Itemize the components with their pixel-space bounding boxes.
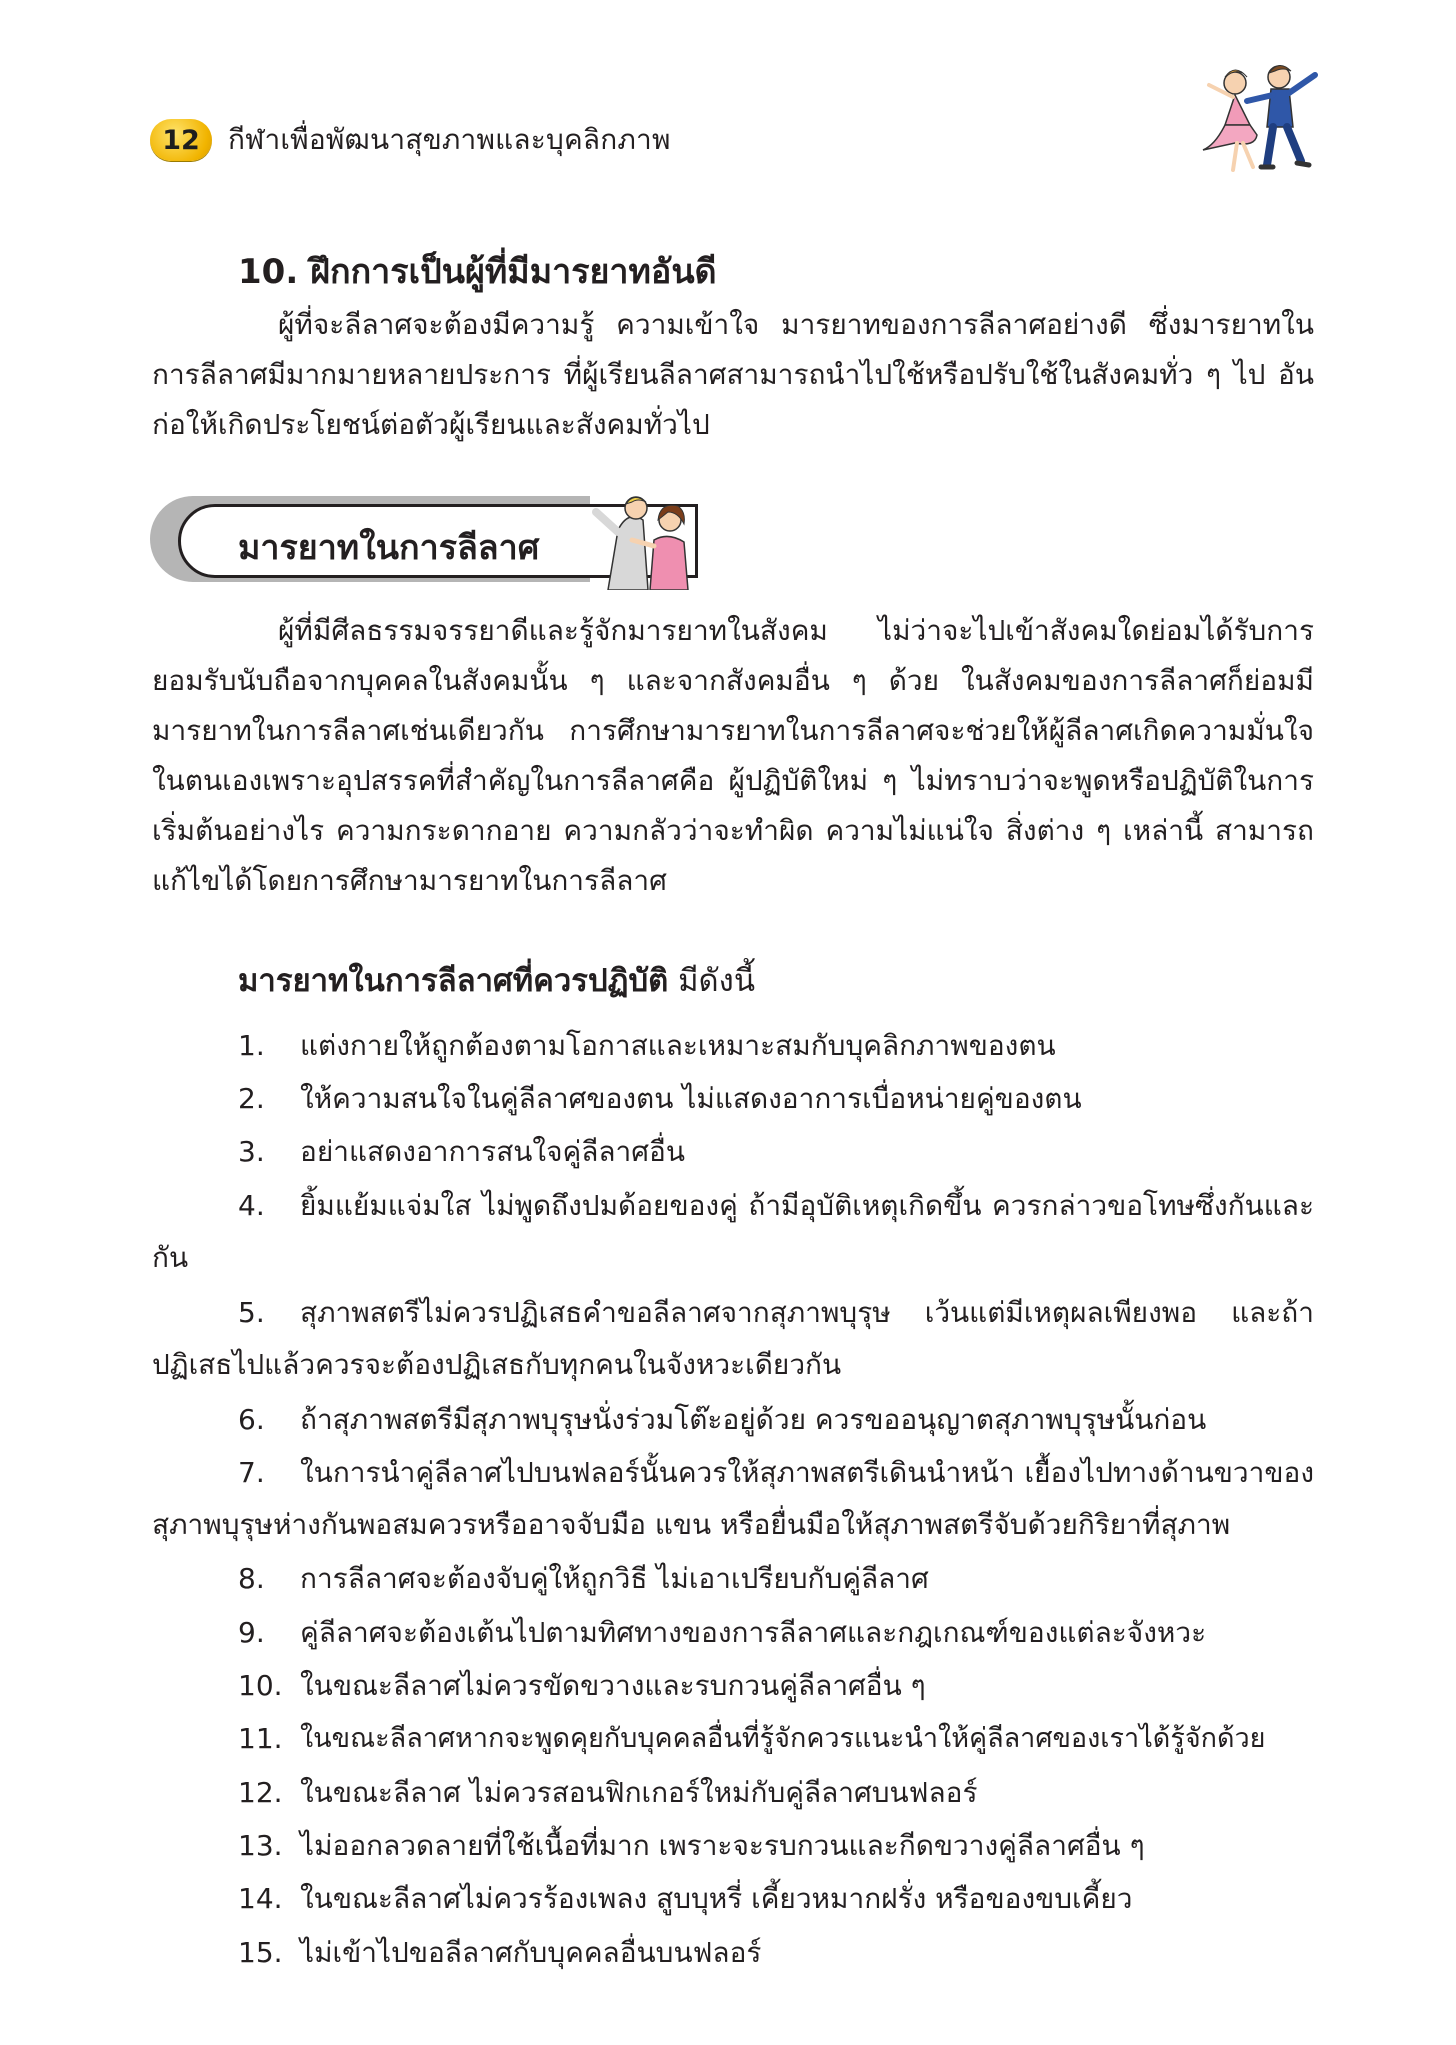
section-paragraph-text: ผู้ที่จะลีลาศจะต้องมีความรู้ ความเข้าใจ มารยาทของการลีลาศอย่างดี ซึ่งมารยาทในการลีลาศมีมากมายหลายประการ ที่ผู้เรียนลีลาศสามารถนำไปใช้หรือปรับใช้ในสังคมทั่ว ๆ ไป อันก่อให้เกิดประโยชน์ต่อตัวผู้เรียนและสังคมทั่วไป [152,308,1314,441]
etiquette-paragraph [152,606,1314,906]
etiquette-paragraph-text: ผู้ที่มีศีลธรรมจรรยาดีและรู้จักมารยาทในสังคม ไม่ว่าจะไปเข้าสังคมใดย่อมได้รับการยอมรับนับถือจากบุคคลในสังคมนั้น ๆ และจากสังคมอื่น ๆ ด้วย ในสังคมของการลีลาศก็ย่อมมีมารยาทในการลีลาศเช่นเดียวกัน การศึกษามารยาทในการลีลาศจะช่วยให้ผู้ลีลาศเกิดความมั่นใจในตนเองเพราะอุปสรรคที่สำคัญในการลีลาศคือ ผู้ปฏิบัติใหม่ ๆ ไม่ทราบว่าจะพูดหรือปฏิบัติในการเริ่มต้นอย่างไร ความกระดากอาย ความกลัวว่าจะทำผิด ความไม่แน่ใจ สิ่งต่าง ๆ เหล่านี้ สามารถแก้ไขได้โดยการศึกษามารยาทในการลีลาศ [152,614,1314,897]
page-number-badge: 12 [150,119,212,161]
list-item: 12. ในขณะลีลาศ ไม่ควรสอนฟิกเกอร์ใหม่กับคู่ลีลาศบนฟลอร์ [238,1776,978,1809]
list-item: 1. แต่งกายให้ถูกต้องตามโอกาสและเหมาะสมกับบุคลิกภาพของตน [238,1029,1056,1062]
running-title: กีฬาเพื่อพัฒนาสุขภาพและบุคลิกภาพ [228,123,671,156]
rules-heading-rest: มีดังนี้ [668,963,756,999]
dancing-couple-icon [1195,55,1325,185]
list-item: 13. ไม่ออกลวดลายที่ใช้เนื้อที่มาก เพราะจะรบกวนและกีดขวางคู่ลีลาศอื่น ๆ [238,1829,1145,1862]
list-item: 15. ไม่เข้าไปขอลีลาศกับบุคคลอื่นบนฟลอร์ [238,1936,762,1969]
list-item: 2. ให้ความสนใจในคู่ลีลาศของตน ไม่แสดงอาการเบื่อหน่ายคู่ของตน [238,1082,1082,1115]
topic-banner [150,490,710,590]
list-item: 11. ในขณะลีลาศหากจะพูดคุยกับบุคคลอื่นที่รู้จักควรแนะนำให้คู่ลีลาศของเราได้รู้จักด้วย [238,1722,1266,1755]
rules-heading [238,955,755,1005]
list-item: 6. ถ้าสุภาพสตรีมีสุภาพบุรุษนั่งร่วมโต๊ะอยู่ด้วย ควรขออนุญาตสุภาพบุรุษนั้นก่อน [238,1403,1207,1436]
list-item: 9. คู่ลีลาศจะต้องเต้นไปตามทิศทางของการลีลาศและกฎเกณฑ์ของแต่ละจังหวะ [238,1616,1207,1649]
list-item: 4. ยิ้มแย้มแจ่มใส ไม่พูดถึงปมด้อยของคู่ ถ้ามีอุบัติเหตุเกิดขึ้น ควรกล่าวขอโทษซึ่งกันและกัน [152,1189,1314,1274]
list-item: 5. สุภาพสตรีไม่ควรปฏิเสธคำขอลีลาศจากสุภาพบุรุษ เว้นแต่มีเหตุผลเพียงพอ และถ้าปฏิเสธไปแล้วควรจะต้องปฏิเสธกับทุกคนในจังหวะเดียวกัน [152,1296,1314,1381]
list-item: 14. ในขณะลีลาศไม่ควรร้องเพลง สูบบุหรี่ เคี้ยวหมากฝรั่ง หรือของขบเคี้ยว [238,1882,1133,1915]
list-item: 10. ในขณะลีลาศไม่ควรขัดขวางและรบกวนคู่ลีลาศอื่น ๆ [238,1669,926,1702]
list-item: 3. อย่าแสดงอาการสนใจคู่ลีลาศอื่น [238,1135,685,1168]
rules-heading-bold: มารยาทในการลีลาศที่ควรปฏิบัติ [238,963,669,999]
list-item: 7. ในการนำคู่ลีลาศไปบนฟลอร์นั้นควรให้สุภาพสตรีเดินนำหน้า เยื้องไปทางด้านขวาของสุภาพบุรุษห่างกันพอสมควรหรืออาจจับมือ แขน หรือยื่นมือให้สุภาพสตรีจับด้วยกิริยาที่สุภาพ [152,1456,1314,1541]
section-paragraph [152,300,1314,450]
section-heading: 10. ฝึกการเป็นผู้ที่มีมารยาทอันดี [238,252,717,292]
embracing-couple-icon [588,490,710,590]
page-header [150,118,671,162]
list-item: 8. การลีลาศจะต้องจับคู่ให้ถูกวิธี ไม่เอาเปรียบกับคู่ลีลาศ [238,1562,929,1595]
banner-title: มารยาทในการลีลาศ [238,528,540,568]
